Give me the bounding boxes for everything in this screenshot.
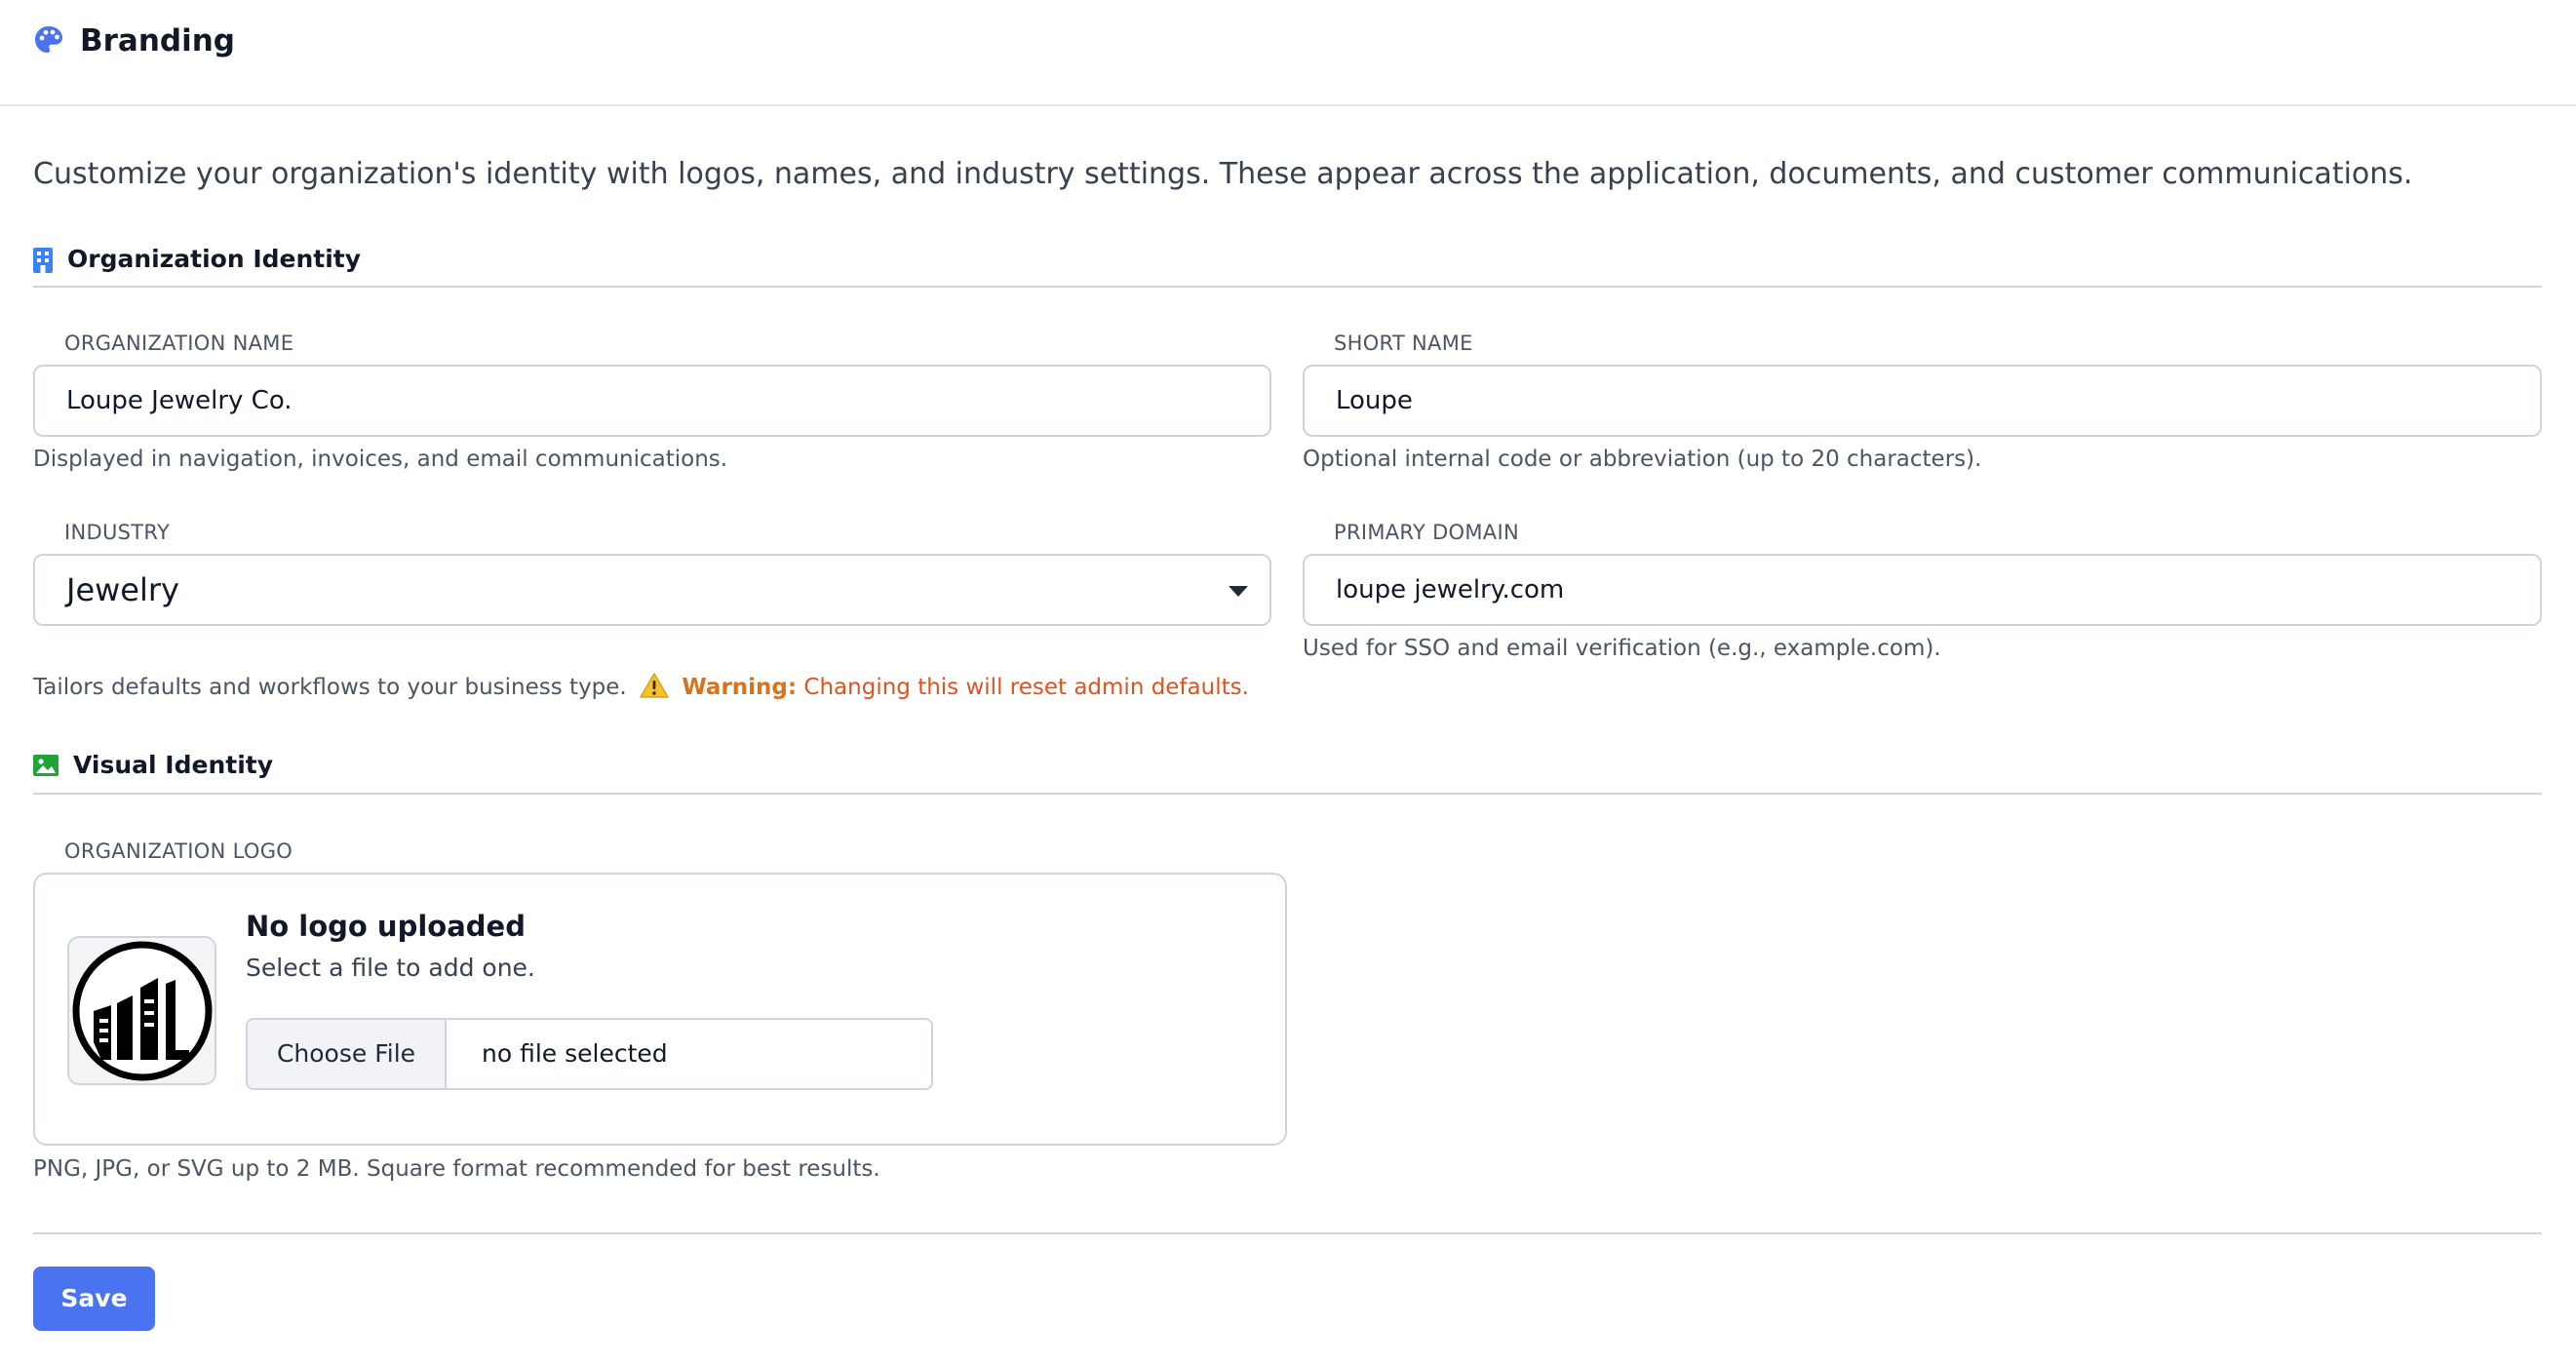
building-logo-icon	[72, 941, 213, 1081]
short-name-help: Optional internal code or abbreviation (up to 20 characters).	[1303, 447, 1982, 472]
chevron-down-icon	[1229, 586, 1248, 597]
logo-help: PNG, JPG, or SVG up to 2 MB. Square format recommended for best results.	[33, 1156, 880, 1182]
image-icon	[33, 755, 59, 776]
section-title: Organization Identity	[67, 245, 362, 273]
logo-upload-card	[33, 873, 1287, 1146]
warning-label: Warning:	[682, 675, 798, 700]
footer-divider	[33, 1232, 2542, 1234]
file-status: no file selected	[482, 1039, 668, 1068]
industry-label: INDUSTRY	[64, 521, 171, 544]
warning-icon	[640, 673, 669, 698]
org-name-label: ORGANIZATION NAME	[64, 332, 294, 355]
save-button[interactable]: Save	[33, 1267, 155, 1331]
short-name-input[interactable]: Loupe	[1303, 365, 2542, 437]
industry-help	[33, 672, 1249, 703]
page-description: Customize your organization's identity with logos, names, and industry settings. These appear across the application, documents, and customer communications.	[33, 157, 2413, 191]
industry-selected-value: Jewelry	[66, 571, 179, 608]
domain-input[interactable]: loupe jewelry.com	[1303, 554, 2542, 626]
palette-icon	[33, 24, 64, 56]
short-name-label: SHORT NAME	[1334, 332, 1473, 355]
org-logo-label: ORGANIZATION LOGO	[64, 839, 293, 863]
industry-help-text: Tailors defaults and workflows to your business type.	[33, 675, 627, 700]
building-icon	[33, 248, 53, 273]
file-input[interactable]	[246, 1018, 933, 1090]
logo-status-subtitle: Select a file to add one.	[246, 954, 535, 982]
choose-file-button[interactable]: Choose File	[248, 1020, 447, 1088]
industry-select[interactable]	[33, 554, 1271, 626]
section-visual-identity	[33, 746, 423, 785]
domain-label: PRIMARY DOMAIN	[1334, 521, 1519, 544]
org-name-input[interactable]: Loupe Jewelry Co.	[33, 365, 1271, 437]
logo-status-title: No logo uploaded	[246, 910, 526, 943]
page-header	[0, 0, 2576, 106]
section-organization-identity	[33, 240, 423, 279]
section-divider	[33, 793, 2542, 795]
logo-preview	[67, 936, 216, 1085]
domain-help: Used for SSO and email verification (e.g., example.com).	[1303, 636, 1941, 661]
section-divider	[33, 286, 2542, 288]
warning-text: Changing this will reset admin defaults.	[803, 675, 1249, 700]
org-name-help: Displayed in navigation, invoices, and email communications.	[33, 447, 728, 472]
section-title: Visual Identity	[73, 751, 274, 779]
page-title: Branding	[80, 23, 235, 58]
